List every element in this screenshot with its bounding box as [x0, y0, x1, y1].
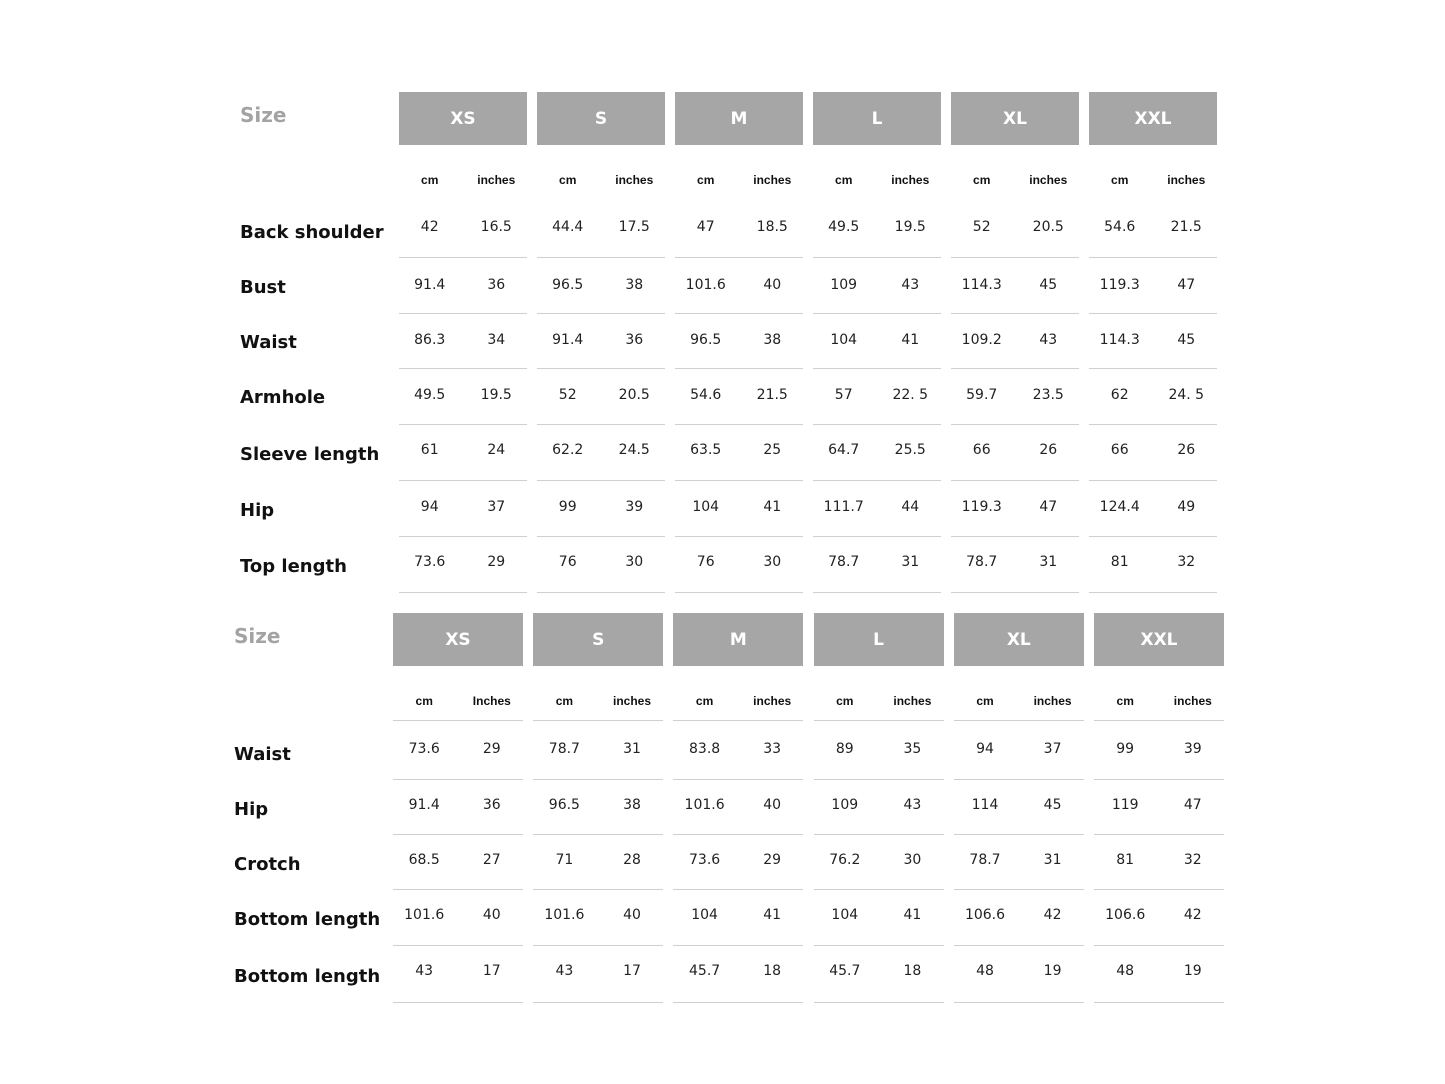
row-divider [673, 945, 803, 946]
row-divider [951, 257, 1079, 258]
row-divider [1089, 536, 1217, 537]
cell-cm: 101.6 [685, 277, 726, 293]
unit-label-inches: inches [893, 694, 932, 708]
unit-label-cm: cm [976, 694, 994, 708]
size-title: Size [240, 103, 287, 127]
row-divider [1094, 945, 1224, 946]
row-divider [537, 424, 665, 425]
cell-inches: 40 [763, 277, 782, 293]
cell-inches: 39 [625, 499, 644, 515]
row-divider [951, 424, 1079, 425]
cell-cm: 96.5 [690, 332, 722, 348]
cell-inches: 36 [482, 797, 501, 813]
cell-cm: 119 [1111, 797, 1139, 813]
cell-cm: 49.5 [828, 219, 860, 235]
row-divider [951, 368, 1079, 369]
cell-inches: 18.5 [756, 219, 788, 235]
cell-cm: 119.3 [1099, 277, 1140, 293]
cell-inches: 24. 5 [1168, 387, 1205, 403]
cell-cm: 71 [555, 852, 574, 868]
row-divider [814, 720, 944, 721]
row-divider [675, 480, 803, 481]
cell-inches: 19 [1183, 963, 1202, 979]
row-divider [1094, 720, 1224, 721]
cell-cm: 114.3 [1099, 332, 1140, 348]
unit-label-cm: cm [559, 173, 577, 187]
row-label: Bust [240, 277, 286, 298]
cell-cm: 64.7 [828, 442, 860, 458]
cell-inches: 33 [763, 741, 782, 757]
row-divider [399, 536, 527, 537]
cell-cm: 43 [415, 963, 434, 979]
row-divider [954, 889, 1084, 890]
cell-inches: 16.5 [480, 219, 512, 235]
row-divider [673, 889, 803, 890]
row-divider [393, 889, 523, 890]
cell-inches: 42 [1183, 907, 1202, 923]
row-divider [813, 424, 941, 425]
row-divider [951, 480, 1079, 481]
row-divider [813, 257, 941, 258]
row-divider [814, 834, 944, 835]
unit-label-cm: cm [973, 173, 991, 187]
row-divider [399, 592, 527, 593]
cell-inches: 34 [487, 332, 506, 348]
row-divider [675, 313, 803, 314]
cell-inches: 41 [903, 907, 922, 923]
cell-cm: 91.4 [414, 277, 446, 293]
row-divider [813, 592, 941, 593]
cell-inches: 41 [763, 499, 782, 515]
row-label: Armhole [240, 387, 326, 408]
cell-cm: 45.7 [689, 963, 721, 979]
row-divider [1094, 834, 1224, 835]
size-header-l: L [813, 92, 941, 145]
row-divider [813, 313, 941, 314]
cell-cm: 109 [830, 277, 858, 293]
cell-cm: 44.4 [552, 219, 584, 235]
cell-cm: 124.4 [1099, 499, 1140, 515]
cell-inches: 21.5 [756, 387, 788, 403]
row-label: Hip [240, 500, 275, 521]
cell-cm: 106.6 [964, 907, 1006, 923]
cell-cm: 96.5 [548, 797, 580, 813]
cell-inches: 49 [1177, 499, 1196, 515]
row-label: Waist [240, 332, 297, 353]
size-header-xs: XS [393, 613, 523, 666]
row-label: Waist [234, 744, 291, 765]
cell-inches: 18 [763, 963, 782, 979]
cell-cm: 86.3 [414, 332, 446, 348]
cell-inches: 17 [482, 963, 501, 979]
cell-inches: 41 [901, 332, 920, 348]
row-divider [537, 480, 665, 481]
unit-label-cm: cm [697, 173, 715, 187]
row-divider [537, 368, 665, 369]
row-divider [673, 779, 803, 780]
row-divider [393, 834, 523, 835]
cell-inches: 37 [487, 499, 506, 515]
row-divider [1094, 779, 1224, 780]
row-label: Hip [234, 799, 269, 820]
size-header-l: L [814, 613, 944, 666]
cell-cm: 104 [691, 907, 718, 923]
cell-cm: 48 [976, 963, 994, 979]
unit-label-inches: inches [1173, 694, 1212, 708]
cell-inches: 32 [1183, 852, 1202, 868]
row-label: Sleeve length [240, 444, 380, 465]
size-header-xl: XL [954, 613, 1084, 666]
size-header-s: S [533, 613, 663, 666]
cell-inches: 31 [1043, 852, 1062, 868]
cell-inches: 31 [1039, 554, 1058, 570]
row-divider [537, 592, 665, 593]
row-divider [675, 368, 803, 369]
cell-inches: 45 [1039, 277, 1058, 293]
cell-inches: 41 [763, 907, 782, 923]
cell-cm: 78.7 [969, 852, 1001, 868]
row-divider [675, 536, 803, 537]
row-divider [1094, 1002, 1224, 1003]
unit-label-cm: cm [835, 173, 853, 187]
unit-label-inches: inches [891, 173, 930, 187]
row-divider [399, 368, 527, 369]
cell-cm: 104 [831, 907, 859, 923]
size-header-xl: XL [951, 92, 1079, 145]
cell-cm: 54.6 [690, 387, 722, 403]
cell-cm: 52 [558, 387, 577, 403]
cell-cm: 109 [831, 797, 859, 813]
cell-inches: 47 [1183, 797, 1202, 813]
cell-cm: 45.7 [829, 963, 861, 979]
row-divider [673, 720, 803, 721]
row-divider [954, 779, 1084, 780]
cell-inches: 19.5 [480, 387, 512, 403]
cell-cm: 62 [1110, 387, 1129, 403]
row-divider [673, 834, 803, 835]
cell-inches: 47 [1177, 277, 1196, 293]
cell-inches: 37 [1043, 741, 1062, 757]
cell-inches: 30 [903, 852, 922, 868]
cell-inches: 30 [763, 554, 782, 570]
unit-label-inches: inches [1033, 694, 1072, 708]
row-divider [954, 834, 1084, 835]
cell-inches: 19.5 [894, 219, 926, 235]
cell-cm: 76 [696, 554, 715, 570]
row-divider [1089, 424, 1217, 425]
cell-cm: 73.6 [408, 741, 440, 757]
unit-label-inches: Inches [472, 694, 511, 708]
row-divider [951, 592, 1079, 593]
cell-cm: 81 [1116, 852, 1135, 868]
row-label: Crotch [234, 854, 301, 875]
cell-cm: 78.7 [966, 554, 998, 570]
row-label: Top length [240, 556, 347, 577]
row-label: Bottom length [234, 966, 381, 987]
cell-cm: 91.4 [408, 797, 440, 813]
cell-inches: 17.5 [618, 219, 650, 235]
cell-cm: 114 [971, 797, 999, 813]
cell-cm: 76.2 [829, 852, 861, 868]
size-title: Size [234, 624, 281, 648]
cell-cm: 83.8 [689, 741, 721, 757]
cell-inches: 29 [482, 741, 501, 757]
unit-label-inches: inches [753, 694, 792, 708]
cell-inches: 29 [487, 554, 506, 570]
cell-inches: 38 [623, 797, 641, 813]
row-divider [533, 720, 663, 721]
cell-inches: 38 [763, 332, 782, 348]
unit-label-inches: inches [1167, 173, 1206, 187]
unit-label-inches: inches [753, 173, 792, 187]
unit-label-inches: inches [612, 694, 651, 708]
cell-inches: 44 [901, 499, 920, 515]
cell-inches: 20.5 [618, 387, 650, 403]
unit-label-cm: cm [695, 694, 714, 708]
cell-inches: 31 [623, 741, 641, 757]
row-divider [393, 1002, 523, 1003]
cell-inches: 43 [901, 277, 920, 293]
cell-cm: 76 [558, 554, 577, 570]
row-divider [393, 945, 523, 946]
row-divider [399, 257, 527, 258]
unit-label-cm: cm [421, 173, 439, 187]
cell-cm: 104 [692, 499, 720, 515]
row-divider [1089, 368, 1217, 369]
row-divider [533, 945, 663, 946]
row-divider [814, 779, 944, 780]
cell-cm: 91.4 [552, 332, 584, 348]
cell-cm: 99 [558, 499, 577, 515]
cell-cm: 73.6 [689, 852, 721, 868]
row-divider [393, 779, 523, 780]
unit-label-inches: inches [615, 173, 654, 187]
size-header-s: S [537, 92, 665, 145]
cell-cm: 66 [972, 442, 991, 458]
cell-cm: 61 [420, 442, 439, 458]
row-divider [399, 424, 527, 425]
cell-inches: 40 [623, 907, 641, 923]
row-divider [675, 592, 803, 593]
cell-cm: 89 [835, 741, 854, 757]
size-header-m: M [675, 92, 803, 145]
cell-inches: 17 [623, 963, 641, 979]
cell-inches: 25.5 [894, 442, 926, 458]
cell-cm: 47 [696, 219, 715, 235]
cell-inches: 22. 5 [892, 387, 929, 403]
row-divider [1089, 257, 1217, 258]
cell-cm: 101.6 [684, 797, 725, 813]
cell-inches: 40 [763, 797, 782, 813]
cell-cm: 59.7 [966, 387, 998, 403]
row-divider [675, 424, 803, 425]
size-header-xxl: XXL [1094, 613, 1224, 666]
unit-label-inches: inches [1029, 173, 1068, 187]
cell-inches: 45 [1177, 332, 1196, 348]
cell-inches: 24.5 [618, 442, 650, 458]
cell-inches: 42 [1043, 907, 1062, 923]
cell-inches: 31 [901, 554, 920, 570]
cell-inches: 39 [1183, 741, 1202, 757]
row-label: Back shoulder [240, 222, 384, 243]
row-divider [533, 1002, 663, 1003]
cell-inches: 43 [1039, 332, 1058, 348]
row-divider [954, 1002, 1084, 1003]
unit-label-cm: cm [415, 694, 433, 708]
unit-label-cm: cm [836, 694, 854, 708]
cell-cm: 66 [1110, 442, 1129, 458]
row-divider [393, 720, 523, 721]
cell-cm: 101.6 [404, 907, 445, 923]
row-divider [1089, 592, 1217, 593]
cell-cm: 43 [555, 963, 574, 979]
row-divider [533, 889, 663, 890]
cell-cm: 42 [420, 219, 439, 235]
cell-inches: 36 [487, 277, 506, 293]
row-divider [813, 536, 941, 537]
row-divider [399, 480, 527, 481]
cell-cm: 52 [972, 219, 991, 235]
cell-inches: 25 [763, 442, 782, 458]
size-header-m: M [673, 613, 803, 666]
cell-cm: 78.7 [548, 741, 580, 757]
cell-cm: 78.7 [828, 554, 860, 570]
row-divider [533, 779, 663, 780]
cell-inches: 38 [625, 277, 644, 293]
cell-inches: 45 [1043, 797, 1062, 813]
cell-cm: 94 [976, 741, 994, 757]
cell-cm: 57 [834, 387, 853, 403]
row-divider [954, 720, 1084, 721]
cell-inches: 26 [1177, 442, 1196, 458]
cell-cm: 101.6 [544, 907, 585, 923]
cell-inches: 47 [1039, 499, 1058, 515]
cell-inches: 43 [903, 797, 922, 813]
row-divider [673, 1002, 803, 1003]
row-divider [537, 257, 665, 258]
unit-label-inches: inches [477, 173, 516, 187]
cell-inches: 28 [623, 852, 641, 868]
cell-cm: 81 [1110, 554, 1129, 570]
row-label: Bottom length [234, 909, 381, 930]
row-divider [954, 945, 1084, 946]
cell-cm: 99 [1116, 741, 1135, 757]
cell-cm: 119.3 [961, 499, 1002, 515]
cell-inches: 26 [1039, 442, 1058, 458]
cell-inches: 40 [482, 907, 501, 923]
cell-inches: 19 [1043, 963, 1062, 979]
unit-label-cm: cm [1111, 173, 1129, 187]
cell-inches: 24 [487, 442, 506, 458]
row-divider [675, 257, 803, 258]
cell-inches: 36 [625, 332, 644, 348]
row-divider [813, 480, 941, 481]
cell-inches: 27 [482, 852, 501, 868]
size-header-xs: XS [399, 92, 527, 145]
row-divider [814, 1002, 944, 1003]
cell-cm: 48 [1116, 963, 1135, 979]
row-divider [533, 834, 663, 835]
unit-label-cm: cm [1116, 694, 1134, 708]
cell-inches: 20.5 [1032, 219, 1064, 235]
row-divider [1094, 889, 1224, 890]
cell-inches: 18 [903, 963, 922, 979]
row-divider [951, 536, 1079, 537]
cell-cm: 63.5 [690, 442, 722, 458]
row-divider [537, 536, 665, 537]
cell-cm: 109.2 [961, 332, 1002, 348]
cell-cm: 96.5 [552, 277, 584, 293]
row-divider [1089, 480, 1217, 481]
cell-inches: 29 [763, 852, 782, 868]
row-divider [951, 313, 1079, 314]
cell-cm: 106.6 [1105, 907, 1146, 923]
row-divider [814, 945, 944, 946]
cell-cm: 114.3 [961, 277, 1002, 293]
cell-cm: 62.2 [552, 442, 584, 458]
cell-inches: 21.5 [1170, 219, 1202, 235]
cell-cm: 94 [420, 499, 439, 515]
cell-cm: 54.6 [1104, 219, 1136, 235]
cell-cm: 104 [830, 332, 858, 348]
cell-inches: 35 [903, 741, 922, 757]
cell-cm: 111.7 [823, 499, 864, 515]
cell-inches: 32 [1177, 554, 1196, 570]
cell-cm: 68.5 [408, 852, 440, 868]
row-divider [814, 889, 944, 890]
size-header-xxl: XXL [1089, 92, 1217, 145]
row-divider [399, 313, 527, 314]
row-divider [537, 313, 665, 314]
row-divider [1089, 313, 1217, 314]
cell-inches: 23.5 [1032, 387, 1064, 403]
cell-cm: 49.5 [414, 387, 446, 403]
cell-cm: 73.6 [414, 554, 446, 570]
cell-inches: 30 [625, 554, 644, 570]
row-divider [813, 368, 941, 369]
unit-label-cm: cm [555, 694, 574, 708]
